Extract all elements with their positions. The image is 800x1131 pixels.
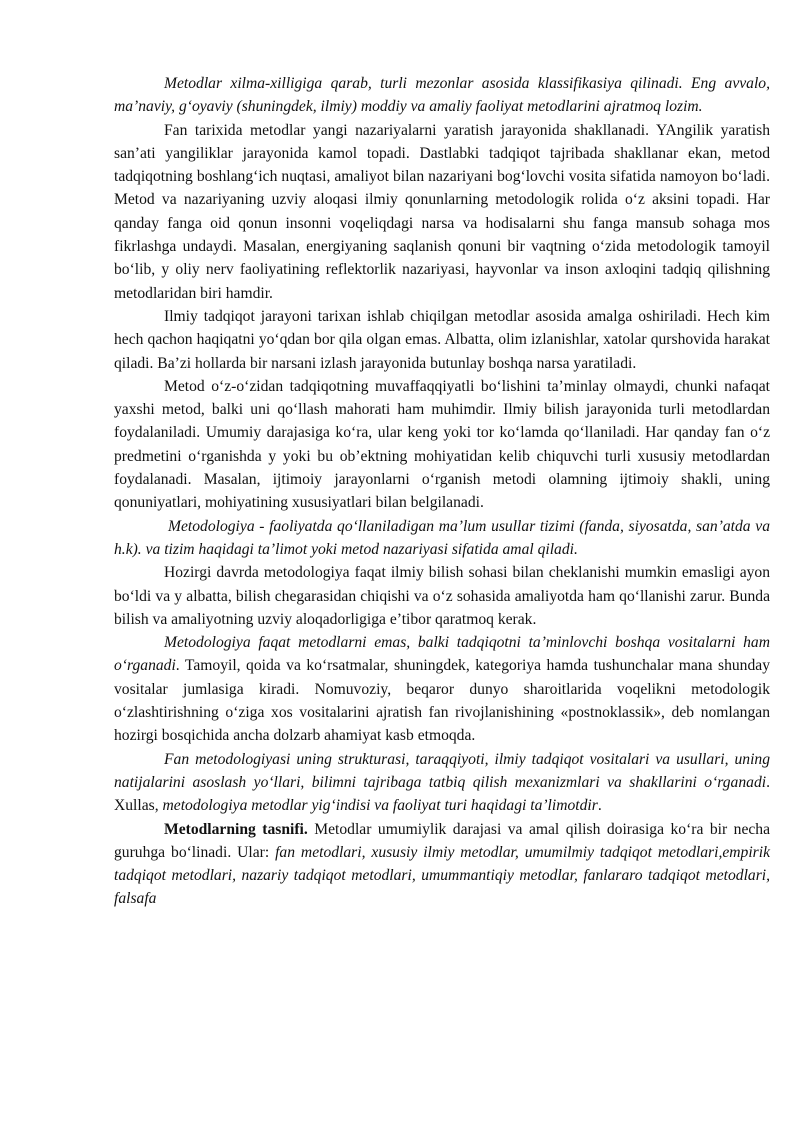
- paragraph-8-mid: . Xullas,: [114, 773, 770, 815]
- paragraph-9-italic: fan metodlari, xususiy ilmiy metodlar, umumilmiy tadqiqot metodlari,empirik tadqiqot metodlari, nazariy tadqiqot metodlari, umummantiqiy metodlar, fanlararo tadqiqot metodlari, falsafa: [114, 843, 770, 908]
- paragraph-3: Ilmiy tadqiqot jarayoni tarixan ishlab chiqilgan metodlar asosida amalga oshiriladi. Hech kim hech qachon haqiqatni yo‘qdan bor qila olgan emas. Albatta, olim izlanishlar, xatolar qurshovida harakat qiladi. Ba’zi hollarda bir narsani izlash jarayonida butunlay boshqa narsa yaratiladi.: [114, 307, 770, 372]
- paragraph-6: Hozirgi davrda metodologiya faqat ilmiy bilish sohasi bilan cheklanishi mumkin emasligi ayon bo‘ldi va y albatta, bilish chegarasidan chiqishi va o‘z sohasida amaliyotda ham qo‘llanishi zarur. Bunda bilish va amaliyotning uzviy aloqadorligiga e’tibor qaratmoq kerak.: [114, 564, 770, 628]
- paragraph-4: Metod o‘z-o‘zidan tadqiqotning muvaffaqqiyatli bo‘lishini ta’minlay olmaydi, chunki nafaqat yaxshi metod, balki uni qo‘llash mahorati ham muhimdir. Ilmiy bilish jarayonida turli metodlardan foydalaniladi. Umumiy darajasiga ko‘ra, ular keng yoki tor ko‘lamda qo‘llaniladi. Har qanday fan o‘z predmetini o‘rganishda y yoki bu ob’ektning mohiyatidan kelib chiquvchi turli xususiy metodlardan foydalanadi. Masalan, ijtimoiy jarayonlarni o‘rganish metodi olamning ijtimoiy shakli, uning qonuniyatlari, mohiyatining xususiyatlari bilan belgilanadi.: [114, 377, 770, 512]
- paragraph-8-end: .: [597, 797, 602, 815]
- paragraph-7-italic: Metodologiya faqat metodlarni emas, balki tadqiqotni ta’minlovchi boshqa vositalarni ham o‘rganadi: [114, 634, 770, 675]
- paragraph-2: Fan tarixida metodlar yangi nazariyalarni yaratish jarayonida shakllanadi. YAngilik yaratish san’ati yangiliklar jarayonida kamol topadi. Dastlabki tadqiqot tajribada shakllanar ekan, metod tadqiqotning boshlang‘ich nuqtasi, amaliyot bilan nazariyani bog‘lovchi vosita sifatida namoyon bo‘ladi. Metod va nazariyaning uzviy aloqasi ilmiy qonunlarning metodologik rolida o‘z aksini topadi. Har qanday fanga oid qonun insonni voqeliqdagi narsa va hodisalarni shu fanga mansub sohaga mos fikrlashga undaydi. Masalan, energiyaning saqlanish qonuni bir vaqtning o‘zida metodologik tamoyil bo‘lib, y oliy nerv faoliyatining reflektorlik nazariyasi, hayvonlar va inson axloqini tadqiq qilishning metodlaridan biri hamdir.: [114, 121, 770, 302]
- paragraph-7-rest: . Tamoyil, qoida va ko‘rsatmalar, shuningdek, kategoriya hamda tushunchalar mana shunday vositalar jumlasiga kiradi. Nomuvoziy, beqaror dunyo sharoitlarida voqelikni metodologik o‘zlashtirishning o‘ziga xos vositalarini ajratish fan rivojlanishining «postnoklassik», deb nomlangan hozirgi bosqichida ancha dolzarb ahamiyat kasb etmoqda.: [114, 657, 770, 745]
- paragraph-9: [114, 818, 770, 911]
- paragraph-9-mid: Metodlar umumiylik darajasi va amal qilish doirasiga ko‘ra bir necha guruhga bo‘linadi. Ular:: [114, 820, 771, 861]
- section-heading: Metodlarning tasnifi.: [164, 820, 308, 838]
- paragraph-8-italic-2: metodologiya metodlar yig‘indisi va faoliyat turi haqidagi ta’limotdir: [162, 797, 598, 815]
- paragraph-7: [114, 631, 770, 747]
- paragraph-1: Metodlar xilma-xilligiga qarab, turli mezonlar asosida klassifikasiya qilinadi. Eng avvalo, ma’naviy, g‘oyaviy (shuningdek, ilmiy) moddiy va amaliy faoliyat metodlarini ajratmoq lozim.: [114, 75, 770, 116]
- document-page: [114, 72, 770, 911]
- paragraph-8-italic-1: Fan metodologiyasi uning strukturasi, taraqqiyoti, ilmiy tadqiqot vositalari va usullari, uning natijalarini asoslash yo‘llari, bilimni tajribaga tatbiq qilish mexanizmlari va shakllarini o‘rganadi: [114, 750, 770, 791]
- paragraph-5: Metodologiya - faoliyatda qo‘llaniladigan ma’lum usullar tizimi (fanda, siyosatda, san’atda va h.k). va tizim haqidagi ta’limot yoki metod nazariyasi sifatida amal qiladi.: [114, 517, 770, 558]
- paragraph-8: [114, 748, 770, 818]
